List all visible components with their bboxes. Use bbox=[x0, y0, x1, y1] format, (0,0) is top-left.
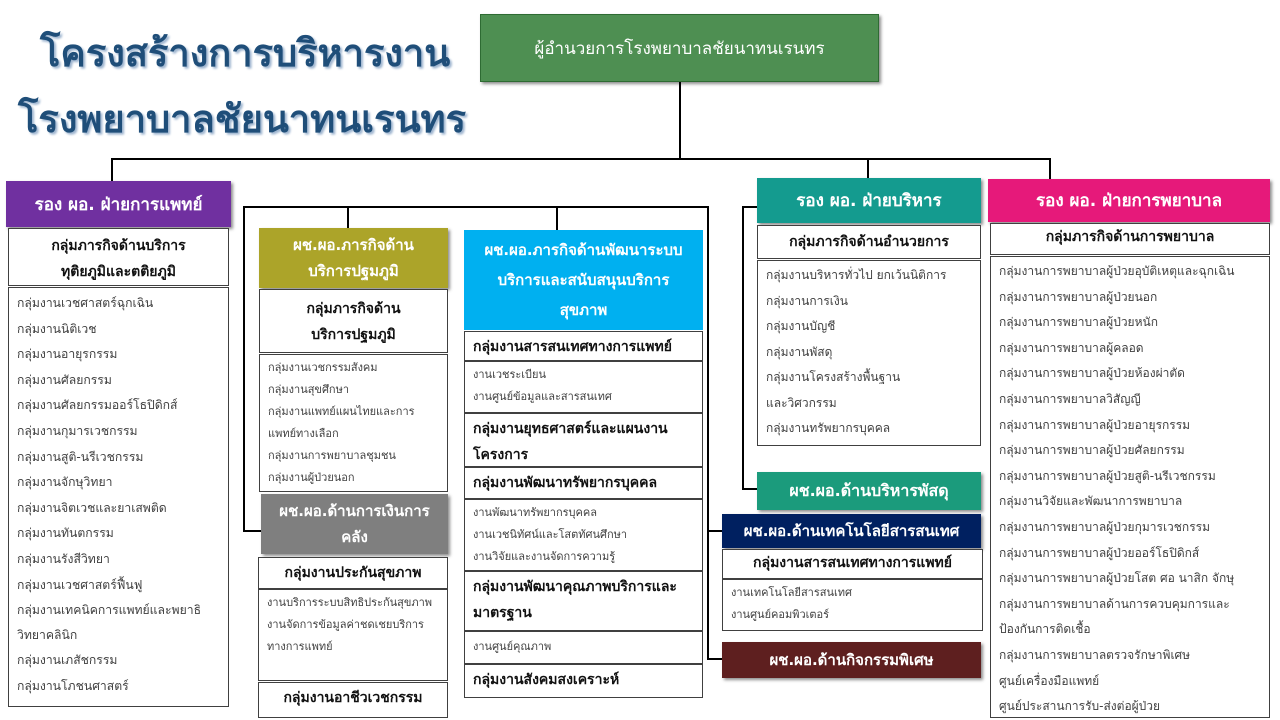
list-item: กลุ่มงานการพยาบาลชุมชน bbox=[268, 449, 396, 462]
list-item: กลุ่มงานการพยาบาลผู้ป่วยกุมารเวชกรรม bbox=[999, 519, 1210, 534]
it-header: ผช.ผอ.ด้านเทคโนโลยีสารสนเทศ bbox=[722, 514, 981, 548]
list-item: กลุ่มงานการพยาบาลผู้ป่วยโสต ศอ นาสิก จักษุ bbox=[999, 571, 1235, 586]
list-item: กลุ่มงานการพยาบาลผู้ป่วยอายุรกรรม bbox=[999, 417, 1191, 432]
connector-left-spine bbox=[243, 206, 245, 532]
finance-list bbox=[258, 589, 448, 681]
list-item: งานพัฒนาทรัพยากรบุคคล bbox=[473, 506, 597, 519]
development-g1-list bbox=[464, 361, 703, 413]
development-g1: กลุ่มงานสารสนเทศทางการแพทย์ bbox=[464, 331, 703, 361]
list-item: กลุ่มงานเภสัชกรรม bbox=[17, 653, 118, 668]
connector-special bbox=[707, 658, 723, 660]
list-item: กลุ่มงานการพยาบาลด้านการควบคุมการและป้องกันการติดเชื้อ bbox=[999, 596, 1230, 637]
list-item: กลุ่มงานจิตเวชและยาเสพติด bbox=[17, 500, 167, 515]
list-item: กลุ่มงานเวชกรรมสังคม bbox=[268, 361, 378, 374]
admin-group: กลุ่มภารกิจด้านอำนวยการ bbox=[757, 225, 981, 259]
nursing-group: กลุ่มภารกิจด้านการพยาบาล bbox=[990, 223, 1270, 255]
list-item: กลุ่มงานแพทย์แผนไทยและการแพทย์ทางเลือก bbox=[268, 405, 415, 440]
finance-group2: กลุ่มงานอาชีวเวชกรรม bbox=[258, 682, 448, 718]
connector-director-down bbox=[679, 82, 681, 160]
connector-development bbox=[556, 206, 558, 230]
list-item: งานเทคโนโลยีสารสนเทศ bbox=[731, 586, 852, 599]
primary-group: กลุ่มภารกิจด้านบริการปฐมภูมิ bbox=[259, 289, 448, 353]
development-g3-list bbox=[464, 499, 703, 571]
list-item: งานเวชระเบียน bbox=[473, 368, 546, 381]
connector-primary bbox=[347, 206, 349, 228]
page-title-line1: โครงสร้างการบริหารงาน bbox=[40, 31, 451, 75]
page-title-line2: โรงพยาบาลชัยนาทนเรนทร bbox=[18, 97, 467, 141]
list-item: กลุ่มงานนิติเวช bbox=[17, 321, 97, 336]
list-item: กลุ่มงานการพยาบาลผู้คลอด bbox=[999, 340, 1144, 355]
list-item: กลุ่มงานผู้ป่วยนอก bbox=[268, 471, 355, 484]
connector-top-bar bbox=[111, 158, 1051, 160]
list-item: กลุ่มงานโครงสร้างพื้นฐานและวิศวกรรม bbox=[766, 370, 901, 410]
list-item: กลุ่มงานการพยาบาลผู้ป่วยนอก bbox=[999, 289, 1158, 304]
supply-header: ผช.ผอ.ด้านบริหารพัสดุ bbox=[757, 472, 981, 510]
connector-supply bbox=[742, 488, 758, 490]
list-item: กลุ่มงานสุขศึกษา bbox=[268, 383, 350, 396]
list-item: กลุ่มงานการพยาบาลผู้ป่วยอุบัติเหตุและฉุกเฉิน bbox=[999, 264, 1235, 278]
connector-admin bbox=[867, 158, 869, 178]
list-item: งานวิจัยและงานจัดการความรู้ bbox=[473, 550, 616, 563]
list-item: กลุ่มงานเวชศาสตร์ฉุกเฉิน bbox=[17, 296, 154, 310]
development-g3: กลุ่มงานพัฒนาทรัพยากรบุคคล bbox=[464, 467, 703, 499]
nursing-header: รอง ผอ. ฝ่ายการพยาบาล bbox=[988, 179, 1270, 222]
development-g4-list bbox=[464, 631, 703, 664]
list-item: งานศูนย์คุณภาพ bbox=[473, 640, 552, 653]
special-header: ผช.ผอ.ด้านกิจกรรมพิเศษ bbox=[722, 642, 981, 678]
connector-admin-spine bbox=[742, 206, 744, 490]
list-item: กลุ่มงานทันตกรรม bbox=[17, 526, 114, 541]
list-item: กลุ่มงานกุมารเวชกรรม bbox=[17, 423, 138, 438]
list-item: กลุ่มงานศัลยกรรมออร์โธปิดิกส์ bbox=[17, 398, 178, 413]
connector-finance bbox=[243, 530, 261, 532]
list-item: กลุ่มงานเทคนิคการแพทย์และพยาธิวิทยาคลินิก bbox=[17, 603, 202, 643]
list-item: กลุ่มงานการพยาบาลผู้ป่วยออร์โธปิดิกส์ bbox=[999, 545, 1200, 560]
admin-header: รอง ผอ. ฝ่ายบริหาร bbox=[757, 178, 981, 223]
connector-mid-spine bbox=[707, 206, 709, 660]
list-item: กลุ่มงานการพยาบาลผู้ป่วยสูติ-นรีเวชกรรม bbox=[999, 468, 1216, 483]
list-item: กลุ่มงานจักษุวิทยา bbox=[17, 475, 113, 490]
list-item: กลุ่มงานศัลยกรรม bbox=[17, 372, 112, 387]
list-item: กลุ่มงานการพยาบาลตรวจรักษาพิเศษ bbox=[999, 647, 1191, 662]
development-g2: กลุ่มงานยุทธศาสตร์และแผนงานโครงการ bbox=[464, 413, 703, 467]
list-item: กลุ่มงานรังสีวิทยา bbox=[17, 551, 110, 566]
it-list bbox=[722, 579, 983, 631]
list-item: กลุ่มงานการพยาบาลวิสัญญี bbox=[999, 391, 1141, 406]
nursing-list bbox=[990, 256, 1270, 718]
finance-group: กลุ่มงานประกันสุขภาพ bbox=[258, 557, 448, 589]
connector-mid-bar bbox=[243, 206, 709, 208]
list-item: งานเวชนิทัศน์และโสตทัศนศึกษา bbox=[473, 528, 628, 541]
development-g4: กลุ่มงานพัฒนาคุณภาพบริการและมาตรฐาน bbox=[464, 571, 703, 631]
list-item: กลุ่มงานทรัพยากรบุคคล bbox=[766, 421, 891, 435]
list-item: กลุ่มงานบริหารทั่วไป ยกเว้นนิติการ bbox=[766, 268, 947, 282]
development-header: ผช.ผอ.ภารกิจด้านพัฒนาระบบบริการและสนับสนุนบริการสุขภาพ bbox=[464, 230, 703, 330]
list-item: กลุ่มงานการพยาบาลผู้ป่วยห้องผ่าตัด bbox=[999, 366, 1185, 381]
list-item: กลุ่มงานโภชนศาสตร์ bbox=[17, 678, 129, 693]
list-item: กลุ่มงานเวชศาสตร์ฟื้นฟู bbox=[17, 577, 143, 592]
list-item: กลุ่มงานพัสดุ bbox=[766, 344, 833, 359]
connector-medical bbox=[111, 158, 113, 182]
list-item: ศูนย์เครื่องมือแพทย์ bbox=[999, 673, 1100, 688]
list-item: กลุ่มงานการพยาบาลผู้ป่วยหนัก bbox=[999, 315, 1158, 330]
medical-list bbox=[8, 287, 229, 707]
connector-nursing bbox=[1049, 158, 1051, 180]
primary-list bbox=[259, 354, 448, 492]
medical-header: รอง ผอ. ฝ่ายการแพทย์ bbox=[6, 181, 231, 227]
it-group: กลุ่มงานสารสนเทศทางการแพทย์ bbox=[722, 549, 983, 579]
list-item: ศูนย์ประสานการรับ-ส่งต่อผู้ป่วย bbox=[999, 699, 1161, 714]
admin-list bbox=[757, 260, 981, 446]
connector-admin-branch bbox=[742, 206, 758, 208]
list-item: กลุ่มงานการเงิน bbox=[766, 293, 848, 308]
list-item: งานศูนย์ข้อมูลและสารสนเทศ bbox=[473, 390, 612, 403]
finance-header: ผช.ผอ.ด้านการเงินการคลัง bbox=[261, 494, 448, 554]
director-box: ผู้อำนวยการโรงพยาบาลชัยนาทนเรนทร bbox=[480, 14, 879, 82]
list-item: กลุ่มงานสูติ-นรีเวชกรรม bbox=[17, 449, 144, 464]
primary-header: ผช.ผอ.ภารกิจด้านบริการปฐมภูมิ bbox=[259, 228, 448, 288]
list-item: งานบริการระบบสิทธิประกันสุขภาพ bbox=[267, 596, 433, 609]
list-item: กลุ่มงานบัญชี bbox=[766, 319, 836, 333]
list-item: กลุ่มงานอายุรกรรม bbox=[17, 347, 118, 362]
list-item: กลุ่มงานการพยาบาลผู้ป่วยศัลยกรรม bbox=[999, 443, 1185, 458]
list-item: งานจัดการข้อมูลค่าชดเชยบริการทางการแพทย์ bbox=[267, 618, 424, 653]
connector-it bbox=[707, 530, 723, 532]
development-g5: กลุ่มงานสังคมสงเคราะห์ bbox=[464, 664, 703, 698]
list-item: งานศูนย์คอมพิวเตอร์ bbox=[731, 608, 830, 621]
list-item: กลุ่มงานวิจัยและพัฒนาการพยาบาล bbox=[999, 494, 1183, 509]
medical-group: กลุ่มภารกิจด้านบริการทุติยภูมิและตติยภูมิ bbox=[8, 228, 229, 286]
